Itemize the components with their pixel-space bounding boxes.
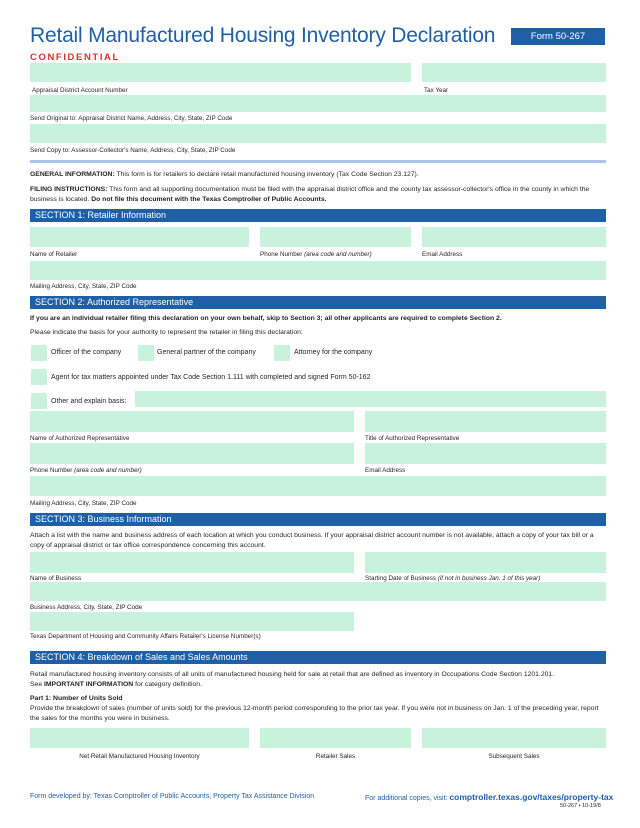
retailer-phone-label: Phone Number (area code and number) xyxy=(260,251,372,258)
section2-heading: SECTION 2: Authorized Representative xyxy=(30,296,606,309)
net-inventory-field[interactable] xyxy=(30,728,249,748)
confidential-label: CONFIDENTIAL xyxy=(30,52,120,63)
part1-heading: Part 1: Number of Units Sold xyxy=(30,695,123,702)
retailer-sales-field[interactable] xyxy=(260,728,411,748)
other-checkbox[interactable] xyxy=(31,393,47,409)
rep-title-field[interactable] xyxy=(365,411,606,432)
other-option-label: Other and explain basis: xyxy=(51,398,127,405)
send-copy-field[interactable] xyxy=(30,124,606,143)
agent-option-label: Agent for tax matters appointed under Tax Code Section 1.111 with completed and signed Form 50-162 xyxy=(51,374,371,381)
part1-text: Provide the breakdown of sales (number of units sold) for the previous 12-month period corresponding to the prior tax year. If you were not in business on Jan. 1 of the preceding year, report the sales for the months you were in business. xyxy=(30,705,599,722)
rep-name-label: Name of Authorized Representative xyxy=(30,435,130,442)
send-original-label: Send Original to: Appraisal District Name, Address, City, State, ZIP Code xyxy=(30,115,233,122)
section2-instruction: If you are an individual retailer filing this declaration on your own behalf, skip to Section 3; all other applicants are required to complete Section 2. xyxy=(30,315,502,322)
retailer-sales-label: Retailer Sales xyxy=(315,753,356,760)
section4-text: Retail manufactured housing inventory consists of all units of manufactured housing held for sale at retail that are defined as inventory in Occupations Code Section 1201.201. See IMPORTANT INFORMATION for category definition. xyxy=(30,671,555,688)
rep-name-field[interactable] xyxy=(30,411,354,432)
section3-heading: SECTION 3: Business Information xyxy=(30,513,606,526)
other-explain-field[interactable] xyxy=(135,391,606,407)
rep-email-field[interactable] xyxy=(365,443,606,464)
business-address-label: Business Address, City, State, ZIP Code xyxy=(30,604,143,611)
rep-mailing-label: Mailing Address, City, State, ZIP Code xyxy=(30,500,137,507)
business-address-field[interactable] xyxy=(30,582,606,601)
general-partner-option-label: General partner of the company xyxy=(157,349,256,356)
attorney-checkbox[interactable] xyxy=(274,345,290,361)
officer-option-label: Officer of the company xyxy=(51,349,122,356)
retailer-email-field[interactable] xyxy=(422,227,606,247)
retailer-name-field[interactable] xyxy=(30,227,249,247)
business-name-label: Name of Business xyxy=(30,575,82,582)
footer-copies: For additional copies, visit: comptroller.texas.gov/taxes/property-tax xyxy=(365,792,614,802)
footer-url-link[interactable]: comptroller.texas.gov/taxes/property-tax xyxy=(449,792,614,802)
rep-phone-field[interactable] xyxy=(30,443,354,464)
general-information: GENERAL INFORMATION: This form is for retailers to declare retail manufactured housing inventory (Tax Code Section 23.127). xyxy=(30,171,419,178)
retailer-email-label: Email Address xyxy=(422,251,463,258)
section4-heading: SECTION 4: Breakdown of Sales and Sales Amounts xyxy=(30,651,606,664)
footer-revision: 50-267 • 10-19/8 xyxy=(560,803,601,809)
license-number-field[interactable] xyxy=(30,612,354,631)
officer-checkbox[interactable] xyxy=(31,345,47,361)
section2-basis-prompt: Please indicate the basis for your authority to represent the retailer in filing this declaration: xyxy=(30,329,303,336)
section3-text: Attach a list with the name and business address of each location at which you conduct business. If your appraisal district account number is not available, attach a copy of your tax bill or a copy of appraisal district or tax office correspondence concerning this account. xyxy=(30,532,594,549)
send-copy-label: Send Copy to: Assessor-Collector's Name, Address, City, State, ZIP Code xyxy=(30,147,236,154)
tax-year-label: Tax Year xyxy=(424,87,449,94)
divider-rule xyxy=(30,160,606,163)
subsequent-sales-field[interactable] xyxy=(422,728,606,748)
tax-year-field[interactable] xyxy=(422,63,606,82)
rep-phone-label: Phone Number (area code and number) xyxy=(30,467,142,474)
subsequent-sales-label: Subsequent Sales xyxy=(488,753,540,760)
account-number-field[interactable] xyxy=(30,63,411,82)
general-partner-checkbox[interactable] xyxy=(138,345,154,361)
business-name-field[interactable] xyxy=(30,552,354,573)
retailer-name-label: Name of Retailer xyxy=(30,251,78,258)
retailer-mailing-label: Mailing Address, City, State, ZIP Code xyxy=(30,283,137,290)
filing-instructions: FILING INSTRUCTIONS: This form and all supporting documentation must be filed with the appraisal district office and the county tax assessor-collector's office in the county in which the business is located. Do not file this document with the Texas Comptroller of Public Accounts. xyxy=(30,186,590,203)
footer-developed-by: Form developed by: Texas Comptroller of Public Accounts, Property Tax Assistance Division xyxy=(30,793,315,800)
rep-email-label: Email Address xyxy=(365,467,406,474)
retailer-phone-field[interactable] xyxy=(260,227,411,247)
form-number-badge: Form 50-267 xyxy=(511,28,605,45)
rep-title-label: Title of Authorized Representative xyxy=(365,435,460,442)
start-date-field[interactable] xyxy=(365,552,606,573)
send-original-field[interactable] xyxy=(30,95,606,112)
agent-checkbox[interactable] xyxy=(31,369,47,385)
section1-heading: SECTION 1: Retailer Information xyxy=(30,209,606,222)
rep-mailing-field[interactable] xyxy=(30,476,606,496)
license-number-label: Texas Department of Housing and Community Affairs Retailer's License Number(s) xyxy=(30,633,261,640)
attorney-option-label: Attorney for the company xyxy=(294,349,373,356)
start-date-label: Starting Date of Business (if not in business Jan. 1 of this year) xyxy=(365,575,541,582)
net-inventory-label: Net Retail Manufactured Housing Inventory xyxy=(79,753,200,760)
account-number-label: Appraisal District Account Number xyxy=(32,87,128,94)
page-title: Retail Manufactured Housing Inventory Declaration xyxy=(30,24,496,47)
retailer-mailing-field[interactable] xyxy=(30,261,606,280)
